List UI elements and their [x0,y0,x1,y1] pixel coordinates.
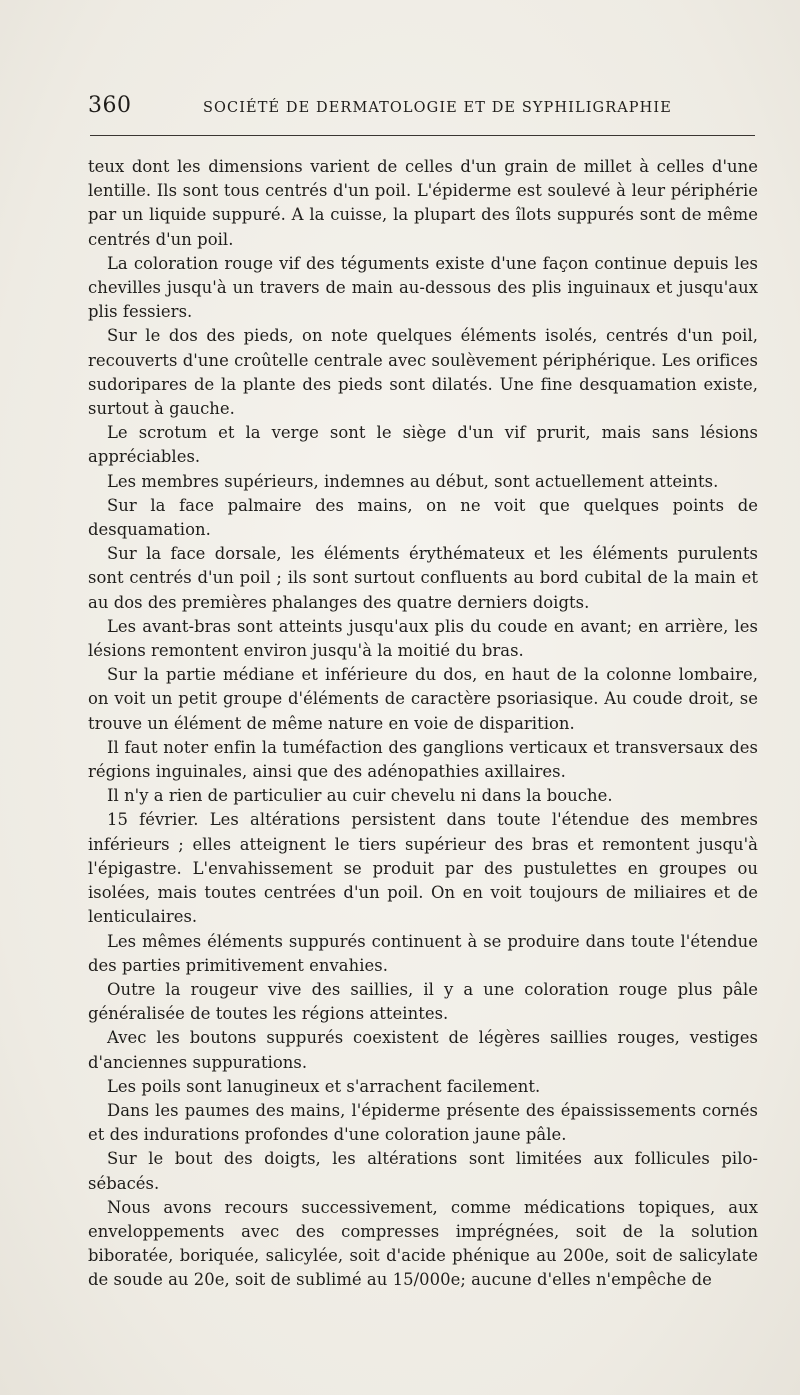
body-text [88,155,758,1293]
paragraph: Sur le bout des doigts, les altérations sont limitées aux follicules pilo-sébacés. [88,1149,758,1193]
page-header [88,92,758,132]
paragraph: Il n'y a rien de particulier au cuir chevelu ni dans la bouche. [107,786,613,806]
paragraph: Sur la face dorsale, les éléments érythémateux et les éléments purulents sont centrés d'un poil ; ils sont surtout confluents au bord cubital de la main et au dos des premières phalanges des quatre derniers doigts. [88,544,758,612]
paragraph: teux dont les dimensions varient de celles d'un grain de millet à celles d'une lentille. Ils sont tous centrés d'un poil. L'épiderme est soulevé à leur périphérie par un liquide suppuré. A la cuisse, la plupart des îlots suppurés sont de même centrés d'un poil. [88,157,758,249]
running-head: SOCIÉTÉ DE DERMATOLOGIE ET DE SYPHILIGRAPHIE [203,100,672,116]
header-rule [90,135,755,136]
paragraph: Le scrotum et la verge sont le siège d'un vif prurit, mais sans lésions appréciables. [88,423,758,467]
paragraph: Sur la partie médiane et inférieure du dos, en haut de la colonne lombaire, on voit un petit groupe d'éléments de caractère psoriasique. Au coude droit, se trouve un élément de même nature en voie de disparition. [88,665,758,733]
paragraph: Il faut noter enfin la tuméfaction des ganglions verticaux et transversaux des régions inguinales, ainsi que des adénopathies axillaires. [88,737,758,782]
paragraph: Les mêmes éléments suppurés continuent à se produire dans toute l'étendue des parties primitivement envahies. [88,931,758,975]
paragraph: Les poils sont lanugineux et s'arrachent facilement. [107,1076,541,1096]
paragraph: Nous avons recours successivement, comme médications topiques, aux enveloppements avec des compresses imprégnées, soit de la solution biboratée, boriquée, salicylée, soit d'acide phénique au 200e, soit de salicylate de soude au 20e, soit de sublimé au 15/000e; aucune d'elles n'empêche de [88,1197,758,1290]
paragraph: Outre la rougeur vive des saillies, il y a une coloration rouge plus pâle généralisée de toutes les régions atteintes. [88,979,758,1024]
paragraph: Les membres supérieurs, indemnes au début, sont actuellement atteints. [107,471,719,491]
paragraph: Sur le dos des pieds, on note quelques éléments isolés, centrés d'un poil, recouverts d'une croûtelle centrale avec soulèvement périphérique. Les orifices sudoripares de la plante des pieds sont dilatés. Une fine desquamation existe, surtout à gauche. [88,326,758,419]
paragraph: Les avant-bras sont atteints jusqu'aux plis du coude en avant; en arrière, les lésions remontent environ jusqu'à la moitié du bras. [88,616,758,661]
paragraph: La coloration rouge vif des téguments existe d'une façon continue depuis les chevilles jusqu'à un travers de main au-dessous des plis inguinaux et jusqu'aux plis fessiers. [88,253,758,322]
paragraph: 15 février. Les altérations persistent dans toute l'étendue des membres inférieurs ; elles atteignent le tiers supérieur des bras et remontent jusqu'à l'épigastre. L'envahissement se produit par des pustulettes en groupes ou isolées, mais toutes centrées d'un poil. On en voit toujours de miliaires et de lenticulaires. [88,810,758,927]
page-number: 360 [88,93,132,118]
paragraph: Sur la face palmaire des mains, on ne voit que quelques points de desquamation. [88,495,758,540]
paragraph: Dans les paumes des mains, l'épiderme présente des épaississements cornés et des indurations profondes d'une coloration jaune pâle. [88,1100,758,1145]
paragraph: Avec les boutons suppurés coexistent de légères saillies rouges, vestiges d'anciennes suppurations. [88,1028,758,1072]
